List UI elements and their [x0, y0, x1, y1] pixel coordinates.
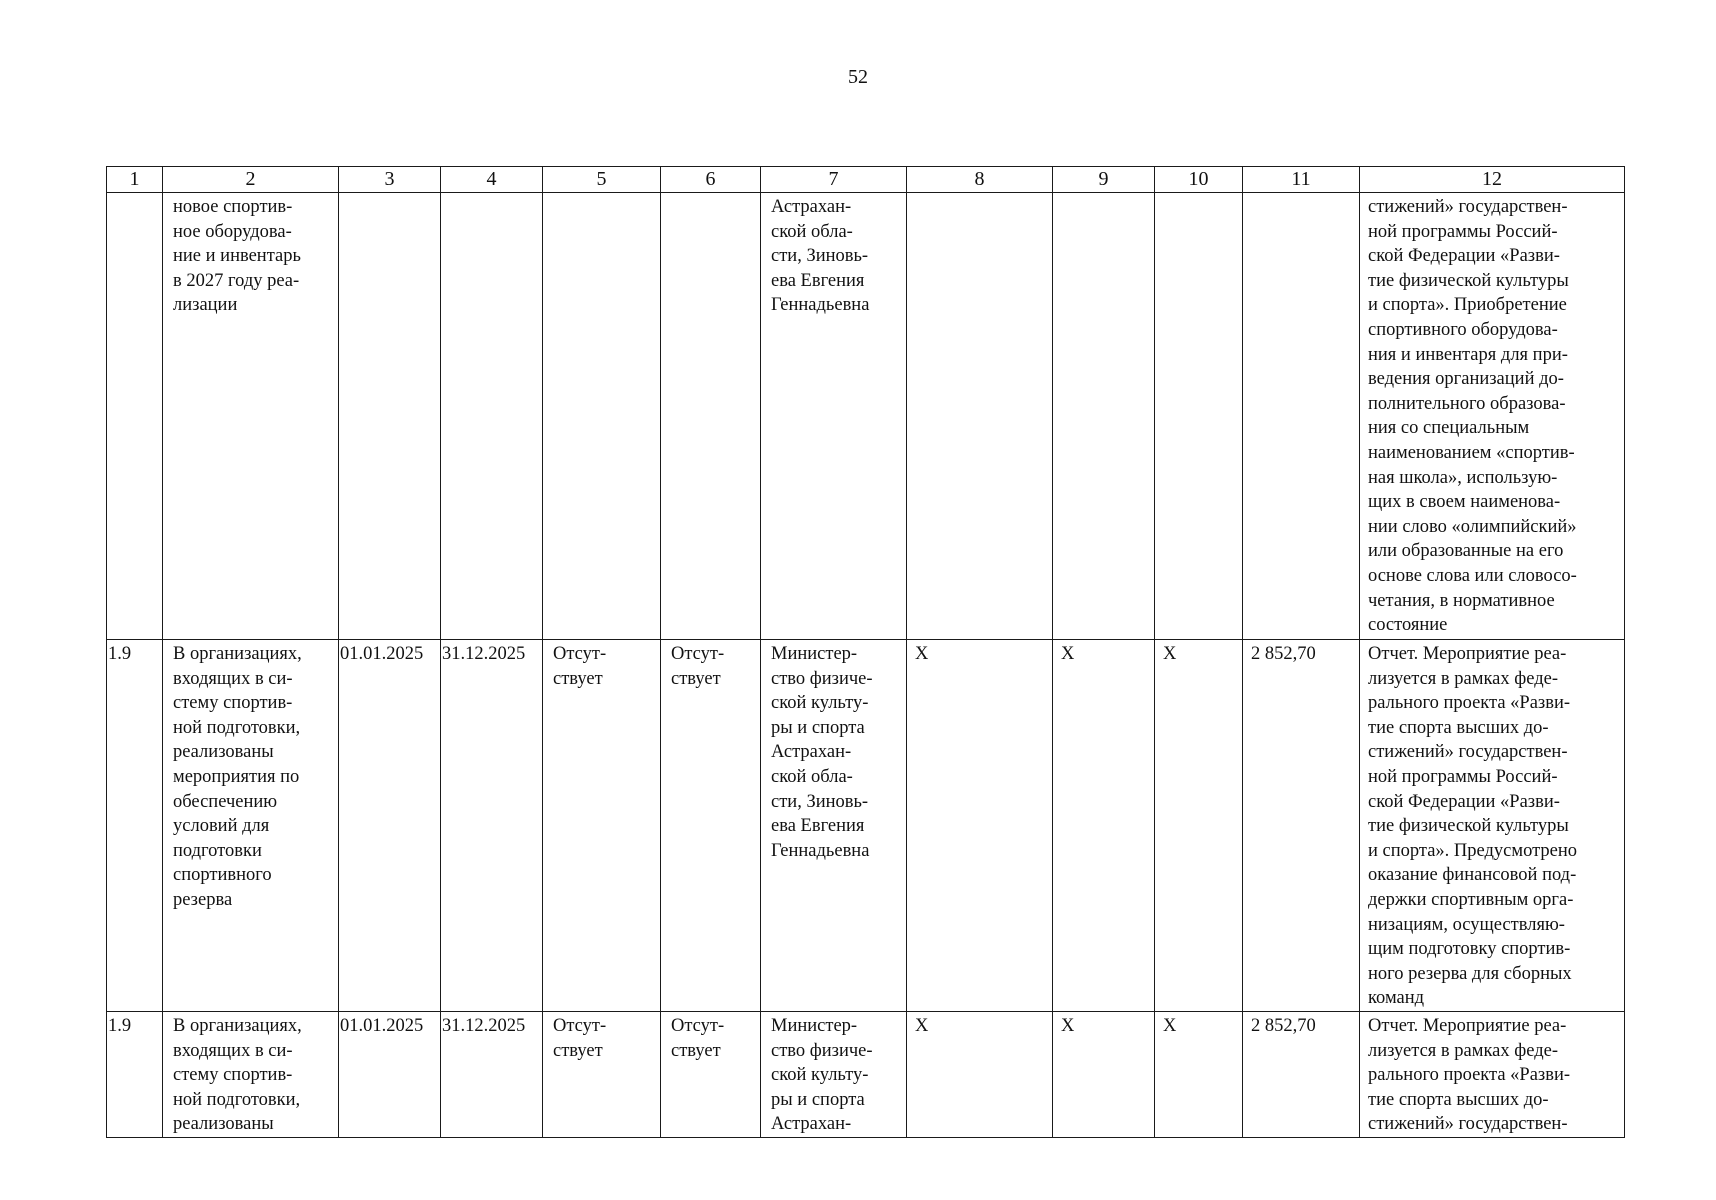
- cell-responsible: Министер- ство физиче- ской культу- ры и спорта Астрахан-: [761, 1011, 907, 1137]
- cell-end-date: 31.12.2025: [441, 640, 543, 1012]
- cell-col-9: X: [1053, 640, 1155, 1012]
- cell-col-9: X: [1053, 1011, 1155, 1137]
- cell-result: новое спортив- ное оборудова- ние и инвентарь в 2027 году реа- лизации: [163, 193, 339, 640]
- cell-col-8: X: [907, 640, 1053, 1012]
- cell-col-6: Отсут- ствует: [661, 640, 761, 1012]
- table-row: [107, 640, 1625, 1012]
- cell-start-date: 01.01.2025: [339, 640, 441, 1012]
- cell-end-date: 31.12.2025: [441, 1011, 543, 1137]
- header-col-1: 1: [107, 167, 163, 193]
- header-col-6: 6: [661, 167, 761, 193]
- cell-amount: [1243, 193, 1360, 640]
- cell-col-8: [907, 193, 1053, 640]
- header-row: [107, 167, 1625, 193]
- header-col-3: 3: [339, 167, 441, 193]
- cell-col-10: [1155, 193, 1243, 640]
- table-row: [107, 193, 1625, 640]
- cell-description: Отчет. Мероприятие реа- лизуется в рамках феде- рального проекта «Разви- тие спорта высших до- стижений» государствен- ной программы Россий- ской Федерации «Разви- тие физической культуры и спорта». Предусмотрено оказание финансовой под- держки спортивным орга- низациям, осуществляю- щим подготовку спортив- ного резерва для сборных команд: [1360, 640, 1625, 1012]
- report-table: [106, 166, 1625, 1138]
- cell-col-5: Отсут- ствует: [543, 640, 661, 1012]
- cell-col-10: X: [1155, 1011, 1243, 1137]
- cell-responsible: Астрахан- ской обла- сти, Зиновь- ева Евгения Геннадьевна: [761, 193, 907, 640]
- cell-col-6: [661, 193, 761, 640]
- cell-amount: 2 852,70: [1243, 640, 1360, 1012]
- header-col-11: 11: [1243, 167, 1360, 193]
- cell-col-10: X: [1155, 640, 1243, 1012]
- cell-description: стижений» государствен- ной программы Россий- ской Федерации «Разви- тие физической культуры и спорта». Приобретение спортивного оборудова- ния и инвентаря для при- ведения организаций до- полнительного образова- ния со специальным наименованием «спортив- ная школа», использую- щих в своем наименова- нии слово «олимпийский» или образованные на его основе слова или словосо- четания, в нормативное состояние: [1360, 193, 1625, 640]
- cell-description: Отчет. Мероприятие реа- лизуется в рамках феде- рального проекта «Разви- тие спорта высших до- стижений» государствен-: [1360, 1011, 1625, 1137]
- cell-col-6: Отсут- ствует: [661, 1011, 761, 1137]
- cell-number: 1.9: [107, 640, 163, 1012]
- header-col-7: 7: [761, 167, 907, 193]
- cell-responsible: Министер- ство физиче- ской культу- ры и спорта Астрахан- ской обла- сти, Зиновь- ева Евгения Геннадьевна: [761, 640, 907, 1012]
- table-row: [107, 1011, 1625, 1137]
- header-col-10: 10: [1155, 167, 1243, 193]
- cell-col-8: X: [907, 1011, 1053, 1137]
- cell-col-5: [543, 193, 661, 640]
- header-col-9: 9: [1053, 167, 1155, 193]
- header-col-4: 4: [441, 167, 543, 193]
- cell-result: В организациях, входящих в си- стему спортив- ной подготовки, реализованы мероприятия по обеспечению условий для подготовки спортивного резерва: [163, 640, 339, 1012]
- page-number: 52: [848, 66, 868, 88]
- header-col-8: 8: [907, 167, 1053, 193]
- cell-number: [107, 193, 163, 640]
- cell-result: В организациях, входящих в си- стему спортив- ной подготовки, реализованы: [163, 1011, 339, 1137]
- header-col-12: 12: [1360, 167, 1625, 193]
- cell-start-date: [339, 193, 441, 640]
- cell-amount: 2 852,70: [1243, 1011, 1360, 1137]
- cell-col-5: Отсут- ствует: [543, 1011, 661, 1137]
- cell-col-9: [1053, 193, 1155, 640]
- cell-start-date: 01.01.2025: [339, 1011, 441, 1137]
- cell-number: 1.9: [107, 1011, 163, 1137]
- header-col-5: 5: [543, 167, 661, 193]
- header-col-2: 2: [163, 167, 339, 193]
- cell-end-date: [441, 193, 543, 640]
